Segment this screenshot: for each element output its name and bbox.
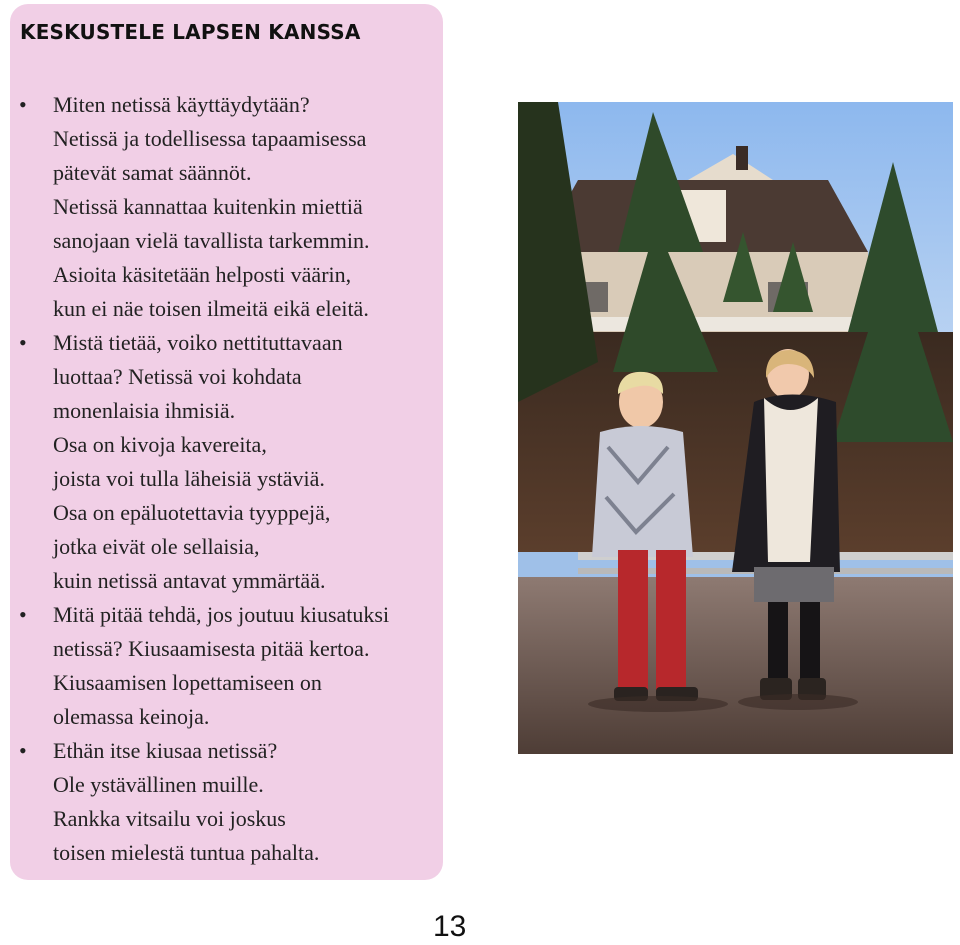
bullet-list <box>10 88 443 870</box>
bullet-line: Asioita käsitetään helposti väärin, <box>53 262 352 287</box>
bullet-line: Osa on kivoja kavereita, <box>53 432 267 457</box>
bullet-line: luottaa? Netissä voi kohdata <box>53 364 302 389</box>
bullet-item <box>10 734 443 870</box>
bullet-line: Ole ystävällinen muille. <box>53 772 264 797</box>
bullet-line: Netissä ja todellisessa tapaamisessa <box>53 126 367 151</box>
bullet-item <box>10 88 443 326</box>
bullet-line: olemassa keinoja. <box>53 704 210 729</box>
page-number: 13 <box>433 910 467 943</box>
bullet-line: jotka eivät ole sellaisia, <box>53 534 260 559</box>
bullet-line: monenlaisia ihmisiä. <box>53 398 236 423</box>
bullet-line: netissä? Kiusaamisesta pitää kertoa. <box>53 636 370 661</box>
bullet-line: • Mitä pitää tehdä, jos joutuu kiusatuksi <box>53 602 390 627</box>
bullet-line: toisen mielestä tuntua pahalta. <box>53 840 320 865</box>
bullet-line: pätevät samat säännöt. <box>53 160 252 185</box>
bullet-line: kun ei näe toisen ilmeitä eikä eleitä. <box>53 296 369 321</box>
bullet-item <box>10 326 443 598</box>
bullet-line: sanojaan vielä tavallista tarkemmin. <box>53 228 370 253</box>
bullet-line: Osa on epäluotettavia tyyppejä, <box>53 500 331 525</box>
photo-boy-and-girl-outdoors <box>518 102 953 754</box>
bullet-line: Netissä kannattaa kuitenkin miettiä <box>53 194 363 219</box>
discussion-box <box>10 4 443 880</box>
bullet-item <box>10 598 443 734</box>
bullet-line: • Ethän itse kiusaa netissä? <box>53 738 278 763</box>
box-title: KESKUSTELE LAPSEN KANSSA <box>20 20 361 44</box>
photo-illustration <box>518 102 953 754</box>
bullet-line: • Mistä tietää, voiko nettituttavaan <box>53 330 343 355</box>
bullet-line: • Miten netissä käyttäydytään? <box>53 92 310 117</box>
bullet-line: Kiusaamisen lopettamiseen on <box>53 670 322 695</box>
bullet-line: kuin netissä antavat ymmärtää. <box>53 568 326 593</box>
bullet-line: joista voi tulla läheisiä ystäviä. <box>53 466 325 491</box>
bullet-line: Rankka vitsailu voi joskus <box>53 806 286 831</box>
